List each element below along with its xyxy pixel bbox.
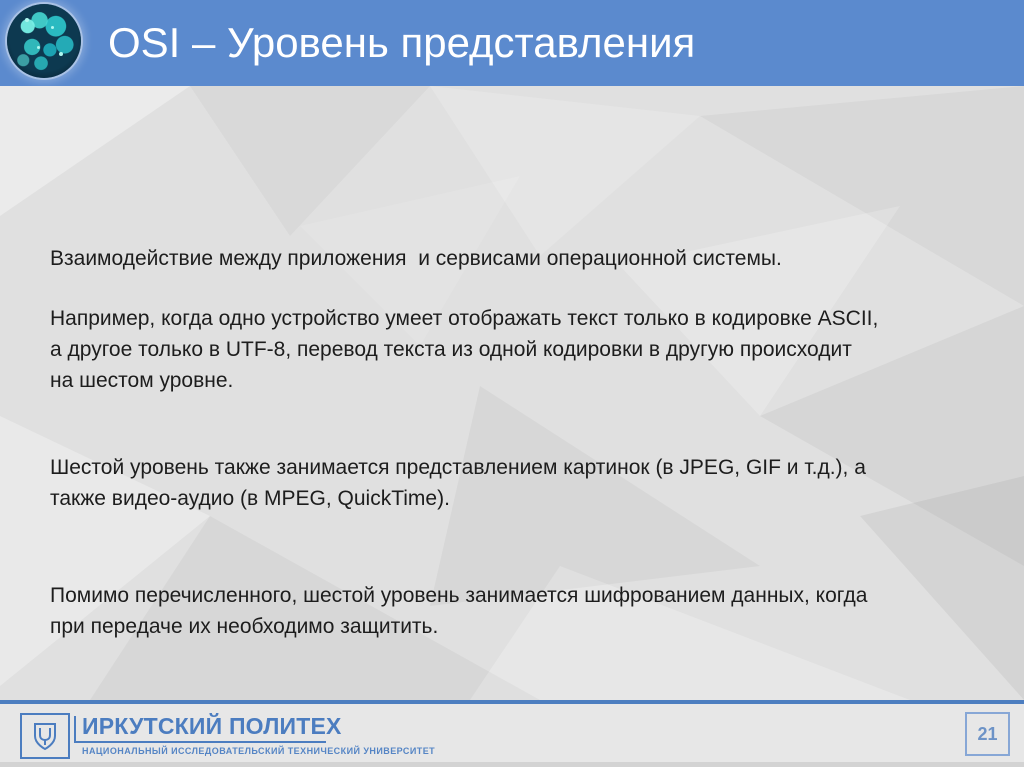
slide-footer: [0, 704, 1024, 767]
globe-node-dot: [51, 26, 54, 29]
shield-emblem-icon: [29, 720, 61, 752]
paragraph-line: Шестой уровень также занимается представлением картинок (в JPEG, GIF и т.д.), а: [50, 456, 866, 479]
paragraph-line: при передаче их необходимо защитить.: [50, 615, 439, 638]
paragraph: [50, 243, 990, 274]
paragraph-line: также видео-аудио (в MPEG, QuickTime).: [50, 487, 450, 510]
university-emblem: [20, 713, 70, 759]
page-number-badge: [965, 712, 1010, 756]
page-number: 21: [977, 723, 998, 744]
globe-network-icon: [7, 4, 81, 78]
paragraph-line: Помимо перечисленного, шестой уровень занимается шифрованием данных, когда: [50, 584, 868, 607]
paragraph-line: Например, когда одно устройство умеет отображать текст только в кодировке ASCII,: [50, 307, 879, 330]
globe-node-dot: [25, 18, 29, 22]
slide-title: OSI – Уровень представления: [108, 19, 696, 66]
paragraph: [50, 452, 990, 514]
globe-node-dot: [59, 52, 63, 56]
paragraph: [50, 303, 990, 396]
slide-body: [0, 86, 1024, 700]
bottom-edge-strip: [0, 762, 1024, 767]
paragraph-line: а другое только в UTF-8, перевод текста из одной кодировки в другую происходит: [50, 338, 852, 361]
university-name-underline: [74, 741, 326, 743]
globe-node-dot: [37, 46, 40, 49]
logo-divider-line: [74, 716, 76, 742]
paragraph-line: Взаимодействие между приложения и сервисами операционной системы.: [50, 247, 782, 270]
university-subtitle: НАЦИОНАЛЬНЫЙ ИССЛЕДОВАТЕЛЬСКИЙ ТЕХНИЧЕСКИЙ УНИВЕРСИТЕТ: [82, 746, 436, 756]
university-name: ИРКУТСКИЙ ПОЛИТЕХ: [82, 713, 342, 739]
slide-header: [0, 0, 1024, 86]
paragraph: [50, 580, 990, 642]
paragraph-line: на шестом уровне.: [50, 369, 234, 392]
